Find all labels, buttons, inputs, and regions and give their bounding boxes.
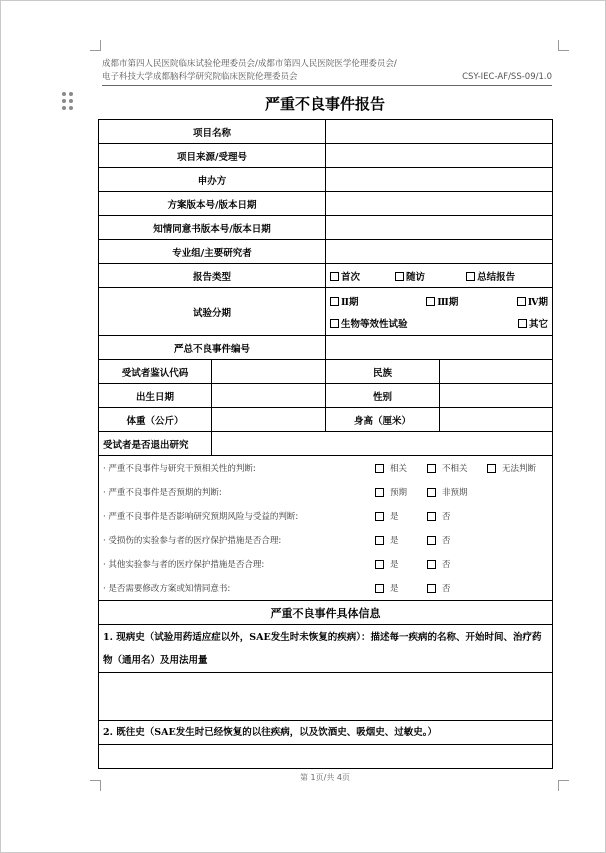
crop-mark xyxy=(90,40,101,51)
label-pi: 专业组/主要研究者 xyxy=(99,240,326,264)
question-option-checkbox[interactable] xyxy=(375,558,427,570)
question-list xyxy=(103,456,548,600)
option-label: 是 xyxy=(390,560,399,570)
header-line-1: 成都市第四人民医院临床试验伦理委员会/成都市第四人民医院医学伦理委员会/ xyxy=(102,59,397,69)
value-dob[interactable] xyxy=(212,384,326,408)
crop-mark xyxy=(558,780,569,791)
question-option-checkbox[interactable] xyxy=(427,558,487,570)
history-current-value[interactable] xyxy=(99,673,553,721)
checkbox-icon xyxy=(427,512,436,521)
label-dob: 出生日期 xyxy=(99,384,212,408)
option-label: 相关 xyxy=(390,464,408,474)
label-gender: 性别 xyxy=(326,384,440,408)
question-option-checkbox[interactable] xyxy=(375,486,427,498)
label-project-name: 项目名称 xyxy=(99,120,326,144)
value-project-name[interactable] xyxy=(326,120,553,144)
checkbox-icon xyxy=(487,464,496,473)
question-option-checkbox[interactable] xyxy=(375,582,427,594)
checkbox-icon xyxy=(518,319,527,328)
checkbox-icon xyxy=(427,560,436,569)
question-option-checkbox[interactable] xyxy=(427,486,487,498)
checkbox-icon xyxy=(330,272,339,281)
value-project-source[interactable] xyxy=(326,144,553,168)
question-option-checkbox[interactable] xyxy=(427,534,487,546)
checkbox-icon xyxy=(426,297,435,306)
label-protocol-version: 方案版本号/版本日期 xyxy=(99,192,326,216)
value-gender[interactable] xyxy=(440,384,553,408)
label-weight: 体重（公斤） xyxy=(99,408,212,432)
checkbox-icon xyxy=(427,536,436,545)
value-sae-number[interactable] xyxy=(326,336,553,360)
question-row xyxy=(103,576,548,600)
option-label: 是 xyxy=(390,536,399,546)
option-label: 否 xyxy=(442,536,451,546)
option-label: 否 xyxy=(442,584,451,594)
option-label: 不相关 xyxy=(442,464,468,474)
checkbox-followup[interactable]: 随访 xyxy=(395,269,463,283)
question-option-checkbox[interactable] xyxy=(427,510,487,522)
checkbox-phase-2[interactable]: Ⅱ期 xyxy=(330,294,426,308)
question-text: · 受损伤的实验参与者的医疗保护措施是否合理: xyxy=(103,536,282,546)
checkbox-icon xyxy=(466,272,475,281)
label-subject-code: 受试者鉴认代码 xyxy=(99,360,212,384)
question-row xyxy=(103,552,548,576)
checkbox-other[interactable]: 其它 xyxy=(518,316,548,330)
checkbox-first-report[interactable]: 首次 xyxy=(330,269,392,283)
question-text: · 严重不良事件是否影响研究预期风险与受益的判断: xyxy=(103,512,299,522)
question-row xyxy=(103,456,548,480)
checkbox-summary[interactable]: 总结报告 xyxy=(466,269,515,283)
value-protocol-version[interactable] xyxy=(326,192,553,216)
checkbox-phase-4[interactable]: Ⅳ期 xyxy=(517,294,548,308)
checkbox-icon xyxy=(375,488,384,497)
value-sponsor[interactable] xyxy=(326,168,553,192)
question-row xyxy=(103,528,548,552)
option-label: 无法判断 xyxy=(502,464,537,474)
doc-code: CSY-IEC-AF/SS-09/1.0 xyxy=(462,72,552,82)
page-number: 第 1页/共 4页 xyxy=(300,773,350,782)
checkbox-icon xyxy=(427,584,436,593)
question-options xyxy=(375,462,536,474)
question-option-checkbox[interactable] xyxy=(375,462,427,474)
sae-report-table xyxy=(98,119,553,769)
checkbox-icon xyxy=(395,272,404,281)
label-project-source: 项目来源/受理号 xyxy=(99,144,326,168)
trial-phase-options xyxy=(326,288,553,336)
checkbox-icon xyxy=(330,297,339,306)
history-current-label: 1. 现病史（试验用药适应症以外，SAE发生时未恢复的疾病）：描述每一疾病的名称、开始时间、治疗药物（通用名）及用法用量 xyxy=(99,625,553,673)
checkbox-icon xyxy=(375,512,384,521)
question-option-checkbox[interactable] xyxy=(427,582,487,594)
value-icf-version[interactable] xyxy=(326,216,553,240)
question-options xyxy=(375,510,487,522)
question-row xyxy=(103,504,548,528)
checkbox-icon xyxy=(375,464,384,473)
option-label: 是 xyxy=(390,584,399,594)
label-ethnicity: 民族 xyxy=(326,360,440,384)
option-label: 是 xyxy=(390,512,399,522)
option-label: 否 xyxy=(442,512,451,522)
checkbox-icon xyxy=(517,297,526,306)
question-text: · 其他实验参与者的医疗保护措施是否合理: xyxy=(103,560,265,570)
question-options xyxy=(375,486,487,498)
label-trial-phase: 试验分期 xyxy=(99,288,326,336)
checkbox-bioequivalence[interactable]: 生物等效性试验 xyxy=(330,316,518,330)
checkbox-icon xyxy=(375,584,384,593)
section-title: 严重不良事件具体信息 xyxy=(99,601,553,625)
label-icf-version: 知情同意书版本号/版本日期 xyxy=(99,216,326,240)
header-institute: 电子科技大学成都脑科学研究院临床医院伦理委员会 xyxy=(102,72,298,82)
value-weight[interactable] xyxy=(212,408,326,432)
value-height[interactable] xyxy=(440,408,553,432)
question-options xyxy=(375,558,487,570)
label-sponsor: 申办方 xyxy=(99,168,326,192)
value-subject-code[interactable] xyxy=(212,360,326,384)
checkbox-phase-3[interactable]: Ⅲ期 xyxy=(426,294,516,308)
label-report-type: 报告类型 xyxy=(99,264,326,288)
option-label: 否 xyxy=(442,560,451,570)
history-past-value[interactable] xyxy=(99,745,553,769)
question-row xyxy=(103,480,548,504)
question-text: · 严重不良事件是否预期的判断: xyxy=(103,488,222,498)
header-line-2 xyxy=(102,71,552,83)
label-sae-number: 严总不良事件编号 xyxy=(99,336,326,360)
label-height: 身高（厘米） xyxy=(326,408,440,432)
option-label: 预期 xyxy=(390,488,408,498)
report-type-options xyxy=(326,264,553,288)
question-text: · 严重不良事件与研究干预相关性的判断: xyxy=(103,464,256,474)
drag-handle-icon[interactable] xyxy=(61,92,75,112)
question-text: · 是否需要修改方案或知情同意书: xyxy=(103,584,231,594)
question-option-checkbox[interactable] xyxy=(375,534,427,546)
option-label: 非预期 xyxy=(442,488,468,498)
question-option-checkbox[interactable] xyxy=(427,462,487,474)
label-withdrawn: 受试者是否退出研究 xyxy=(99,432,212,456)
page-title: 严重不良事件报告 xyxy=(264,95,385,113)
checkbox-icon xyxy=(427,464,436,473)
checkbox-icon xyxy=(375,560,384,569)
history-past-label: 2. 既往史（SAE发生时已经恢复的以往疾病，以及饮酒史、吸烟史、过敏史。） xyxy=(99,721,553,745)
value-withdrawn[interactable] xyxy=(212,432,553,456)
value-pi[interactable] xyxy=(326,240,553,264)
checkbox-icon xyxy=(427,488,436,497)
question-options xyxy=(375,534,487,546)
question-options xyxy=(375,582,487,594)
question-option-checkbox[interactable] xyxy=(487,462,536,474)
checkbox-icon xyxy=(375,536,384,545)
question-option-checkbox[interactable] xyxy=(375,510,427,522)
header-divider xyxy=(102,85,552,86)
crop-mark xyxy=(558,40,569,51)
checkbox-icon xyxy=(330,319,339,328)
assessment-questions xyxy=(99,456,553,601)
value-ethnicity[interactable] xyxy=(440,360,553,384)
